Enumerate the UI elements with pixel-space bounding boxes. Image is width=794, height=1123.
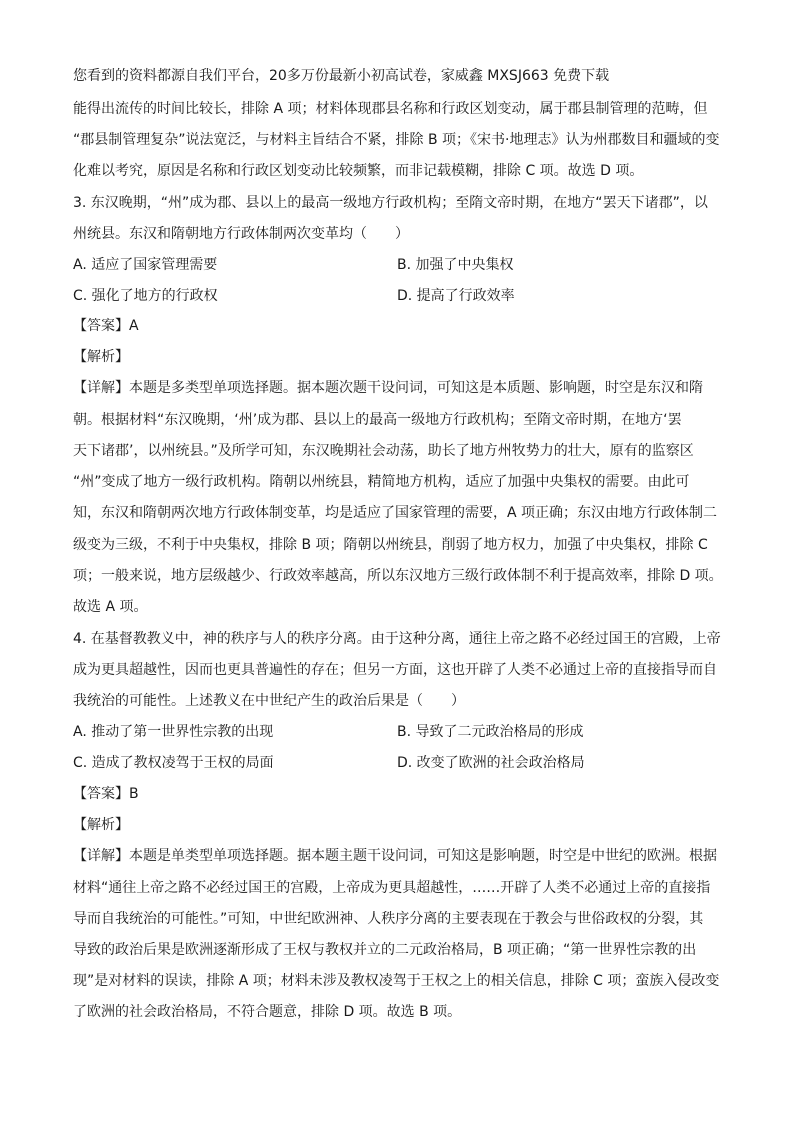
q3-option-a: A. 适应了国家管理需要 (73, 257, 218, 273)
q3-detail-line: 天下诸郡’，以州统县。”及所学可知，东汉晚期社会动荡，助长了地方州牧势力的壮大，原有的监察区 (73, 443, 694, 459)
q3-option-d: D. 提高了行政效率 (397, 288, 515, 304)
q4-detail-line: 【详解】本题是单类型单项选择题。据本题主题干设问词，可知这是影响题，时空是中世纪的欧洲。根据 (73, 848, 717, 864)
q3-option-b: B. 加强了中央集权 (397, 257, 514, 273)
q3-option-c: C. 强化了地方的行政权 (73, 288, 218, 304)
prev-explanation-line: 能得出流传的时间比较长，排除 A 项；材料体现郡县名称和行政区划变动，属于郡县制管理的范畴，但 (73, 101, 708, 117)
q3-detail-line: 知，东汉和隋朝两次地方行政体制变革，均是适应了国家管理的需要，A 项正确；东汉由地方行政体制二 (73, 505, 718, 521)
q3-analysis-label: 【解析】 (73, 349, 129, 365)
q4-answer: 【答案】B (73, 786, 139, 802)
q4-option-d: D. 改变了欧洲的社会政治格局 (397, 755, 585, 771)
question-3-stem: 州统县。东汉和隋朝地方行政体制两次变革均（ ） (73, 226, 409, 242)
q3-detail-line: 故选 A 项。 (73, 599, 148, 615)
q3-answer: 【答案】A (73, 318, 139, 334)
q4-detail-line: 材料“通往上帝之路不必经过国王的宫殿，上帝成为更具超越性，……开辟了人类不必通过上帝的直接指 (73, 880, 711, 896)
header-note: 您看到的资料都源自我们平台，20多万份最新小初高试卷，家威鑫 MXSJ663 免费下载 (73, 68, 610, 84)
q3-detail-line: 项；一般来说，地方层级越少、行政效率越高，所以东汉地方三级行政体制不利于提高效率，排除 D 项。 (73, 568, 723, 584)
prev-explanation-line: “郡县制管理复杂”说法宽泛，与材料主旨结合不紧，排除 B 项；《宋书·地理志》认为州郡数目和疆域的变 (73, 132, 720, 148)
q3-detail-line: 【详解】本题是多类型单项选择题。据本题次题干设问词，可知这是本质题、影响题，时空是东汉和隋 (73, 380, 703, 396)
question-4-stem: 4. 在基督教教义中，神的秩序与人的秩序分离。由于这种分离，通往上帝之路不必经过国王的宫殿，上帝 (73, 631, 721, 647)
question-4-stem: 成为更具超越性，因而也更具普遍性的存在；但另一方面，这也开辟了人类不必通过上帝的直接指导而自 (73, 662, 717, 678)
question-4-stem: 我统治的可能性。上述教义在中世纪产生的政治后果是（ ） (73, 693, 465, 709)
q4-detail-line: 现”是对材料的误读，排除 A 项；材料未涉及教权凌驾于王权之上的相关信息，排除 C 项；蛮族入侵改变 (73, 973, 720, 989)
q4-option-a: A. 推动了第一世界性宗教的出现 (73, 724, 274, 740)
q3-detail-line: “州”变成了地方一级行政机构。隋朝以州统县，精简地方机构，适应了加强中央集权的需要。由此可 (73, 474, 690, 490)
q3-detail-line: 朝。根据材料“东汉晚期，‘州’成为郡、县以上的最高一级地方行政机构；至隋文帝时期，在地方‘罢 (73, 412, 682, 428)
q4-detail-line: 了欧洲的社会政治格局，不符合题意，排除 D 项。故选 B 项。 (73, 1004, 462, 1020)
prev-explanation-line: 化难以考究，原因是名称和行政区划变动比较频繁，而非记载模糊，排除 C 项。故选 D 项。 (73, 163, 644, 179)
question-3-stem: 3. 东汉晚期，“州”成为郡、县以上的最高一级地方行政机构；至隋文帝时期，在地方“罢天下诸郡”，以 (73, 195, 708, 211)
q4-detail-line: 导致的政治后果是欧洲逐渐形成了王权与教权并立的二元政治格局，B 项正确；“第一世界性宗教的出 (73, 942, 697, 958)
q3-detail-line: 级变为三级，不利于中央集权，排除 B 项；隋朝以州统县，削弱了地方权力，加强了中央集权，排除 C (73, 537, 708, 553)
q4-detail-line: 导而自我统治的可能性。”可知，中世纪欧洲神、人秩序分离的主要表现在于教会与世俗政权的分裂，其 (73, 911, 704, 927)
q4-option-c: C. 造成了教权凌驾于王权的局面 (73, 755, 274, 771)
q4-option-b: B. 导致了二元政治格局的形成 (397, 724, 584, 740)
q4-analysis-label: 【解析】 (73, 817, 129, 833)
